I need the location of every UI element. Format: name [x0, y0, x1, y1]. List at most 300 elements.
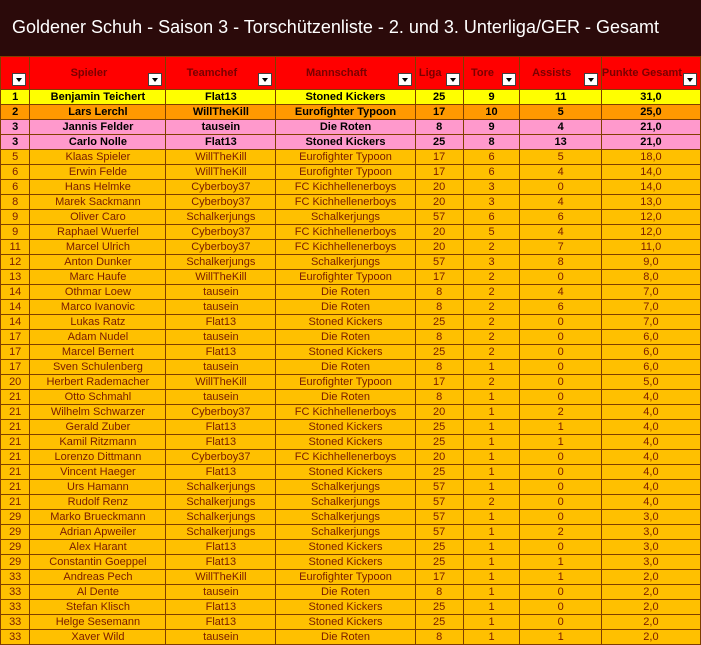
team-cell[interactable]: Stoned Kickers	[276, 315, 415, 330]
goals-cell[interactable]: 1	[463, 600, 520, 615]
liga-cell[interactable]: 20	[415, 450, 463, 465]
rank-cell[interactable]: 33	[1, 570, 30, 585]
assists-cell[interactable]: 2	[520, 525, 601, 540]
player-cell[interactable]: Marcel Bernert	[30, 345, 166, 360]
team-cell[interactable]: Die Roten	[276, 285, 415, 300]
teamchef-cell[interactable]: Flat13	[166, 600, 276, 615]
assists-cell[interactable]: 5	[520, 105, 601, 120]
goals-cell[interactable]: 1	[463, 465, 520, 480]
assists-cell[interactable]: 0	[520, 450, 601, 465]
rank-cell[interactable]: 5	[1, 150, 30, 165]
team-cell[interactable]: FC Kichhellenerboys	[276, 450, 415, 465]
assists-cell[interactable]: 0	[520, 495, 601, 510]
goals-cell[interactable]: 2	[463, 345, 520, 360]
team-cell[interactable]: Stoned Kickers	[276, 555, 415, 570]
rank-cell[interactable]: 21	[1, 495, 30, 510]
points-cell[interactable]: 6,0	[601, 360, 700, 375]
liga-cell[interactable]: 17	[415, 270, 463, 285]
goals-cell[interactable]: 1	[463, 510, 520, 525]
assists-cell[interactable]: 8	[520, 255, 601, 270]
assists-cell[interactable]: 0	[520, 345, 601, 360]
team-cell[interactable]: Eurofighter Typoon	[276, 375, 415, 390]
rank-cell[interactable]: 9	[1, 225, 30, 240]
liga-cell[interactable]: 57	[415, 510, 463, 525]
points-cell[interactable]: 8,0	[601, 270, 700, 285]
teamchef-cell[interactable]: Schalkerjungs	[166, 495, 276, 510]
dropdown-arrow-icon[interactable]	[502, 73, 516, 86]
points-cell[interactable]: 4,0	[601, 435, 700, 450]
points-cell[interactable]: 3,0	[601, 510, 700, 525]
teamchef-cell[interactable]: tausein	[166, 585, 276, 600]
player-cell[interactable]: Alex Harant	[30, 540, 166, 555]
teamchef-cell[interactable]: Flat13	[166, 555, 276, 570]
teamchef-cell[interactable]: Flat13	[166, 345, 276, 360]
goals-cell[interactable]: 1	[463, 360, 520, 375]
teamchef-cell[interactable]: WillTheKill	[166, 105, 276, 120]
assists-cell[interactable]: 5	[520, 150, 601, 165]
dropdown-arrow-icon[interactable]	[12, 73, 26, 86]
teamchef-cell[interactable]: Flat13	[166, 435, 276, 450]
points-cell[interactable]: 2,0	[601, 570, 700, 585]
assists-cell[interactable]: 0	[520, 615, 601, 630]
goals-cell[interactable]: 2	[463, 300, 520, 315]
player-cell[interactable]: Jannis Felder	[30, 120, 166, 135]
points-cell[interactable]: 6,0	[601, 330, 700, 345]
assists-cell[interactable]: 7	[520, 240, 601, 255]
assists-cell[interactable]: 0	[520, 330, 601, 345]
rank-cell[interactable]: 33	[1, 630, 30, 645]
teamchef-cell[interactable]: Flat13	[166, 540, 276, 555]
teamchef-cell[interactable]: Schalkerjungs	[166, 480, 276, 495]
team-cell[interactable]: Stoned Kickers	[276, 600, 415, 615]
dropdown-arrow-icon[interactable]	[148, 73, 162, 86]
teamchef-cell[interactable]: WillTheKill	[166, 270, 276, 285]
goals-cell[interactable]: 6	[463, 210, 520, 225]
teamchef-cell[interactable]: Schalkerjungs	[166, 210, 276, 225]
rank-cell[interactable]: 17	[1, 330, 30, 345]
rank-cell[interactable]: 1	[1, 90, 30, 105]
liga-cell[interactable]: 25	[415, 345, 463, 360]
liga-cell[interactable]: 57	[415, 210, 463, 225]
points-cell[interactable]: 4,0	[601, 480, 700, 495]
player-cell[interactable]: Helge Sesemann	[30, 615, 166, 630]
dropdown-arrow-icon[interactable]	[683, 73, 697, 86]
points-cell[interactable]: 14,0	[601, 180, 700, 195]
goals-cell[interactable]: 2	[463, 315, 520, 330]
team-cell[interactable]: Die Roten	[276, 120, 415, 135]
points-cell[interactable]: 9,0	[601, 255, 700, 270]
goals-cell[interactable]: 10	[463, 105, 520, 120]
rank-cell[interactable]: 14	[1, 315, 30, 330]
liga-cell[interactable]: 25	[415, 600, 463, 615]
team-cell[interactable]: Eurofighter Typoon	[276, 270, 415, 285]
points-cell[interactable]: 4,0	[601, 420, 700, 435]
points-cell[interactable]: 12,0	[601, 225, 700, 240]
teamchef-cell[interactable]: Flat13	[166, 90, 276, 105]
team-cell[interactable]: Schalkerjungs	[276, 480, 415, 495]
points-cell[interactable]: 3,0	[601, 555, 700, 570]
liga-cell[interactable]: 17	[415, 150, 463, 165]
assists-cell[interactable]: 0	[520, 180, 601, 195]
assists-cell[interactable]: 1	[520, 570, 601, 585]
goals-cell[interactable]: 2	[463, 240, 520, 255]
goals-cell[interactable]: 2	[463, 495, 520, 510]
player-cell[interactable]: Rudolf Renz	[30, 495, 166, 510]
liga-cell[interactable]: 8	[415, 390, 463, 405]
goals-cell[interactable]: 1	[463, 450, 520, 465]
teamchef-cell[interactable]: WillTheKill	[166, 375, 276, 390]
points-cell[interactable]: 7,0	[601, 315, 700, 330]
team-cell[interactable]: FC Kichhellenerboys	[276, 180, 415, 195]
teamchef-cell[interactable]: tausein	[166, 330, 276, 345]
player-cell[interactable]: Oliver Caro	[30, 210, 166, 225]
col-header-punkte[interactable]: Punkte Gesamt	[601, 57, 700, 90]
player-cell[interactable]: Stefan Klisch	[30, 600, 166, 615]
points-cell[interactable]: 4,0	[601, 495, 700, 510]
rank-cell[interactable]: 14	[1, 300, 30, 315]
player-cell[interactable]: Wilhelm Schwarzer	[30, 405, 166, 420]
goals-cell[interactable]: 1	[463, 390, 520, 405]
points-cell[interactable]: 14,0	[601, 165, 700, 180]
rank-cell[interactable]: 29	[1, 555, 30, 570]
points-cell[interactable]: 4,0	[601, 405, 700, 420]
points-cell[interactable]: 6,0	[601, 345, 700, 360]
assists-cell[interactable]: 1	[520, 420, 601, 435]
points-cell[interactable]: 12,0	[601, 210, 700, 225]
rank-cell[interactable]: 21	[1, 450, 30, 465]
player-cell[interactable]: Marcel Ulrich	[30, 240, 166, 255]
team-cell[interactable]: Die Roten	[276, 390, 415, 405]
points-cell[interactable]: 25,0	[601, 105, 700, 120]
team-cell[interactable]: Stoned Kickers	[276, 420, 415, 435]
points-cell[interactable]: 4,0	[601, 465, 700, 480]
goals-cell[interactable]: 2	[463, 330, 520, 345]
rank-cell[interactable]: 29	[1, 540, 30, 555]
assists-cell[interactable]: 11	[520, 90, 601, 105]
assists-cell[interactable]: 4	[520, 285, 601, 300]
goals-cell[interactable]: 1	[463, 585, 520, 600]
liga-cell[interactable]: 8	[415, 120, 463, 135]
team-cell[interactable]: Die Roten	[276, 585, 415, 600]
assists-cell[interactable]: 13	[520, 135, 601, 150]
goals-cell[interactable]: 3	[463, 255, 520, 270]
team-cell[interactable]: Schalkerjungs	[276, 495, 415, 510]
rank-cell[interactable]: 33	[1, 585, 30, 600]
liga-cell[interactable]: 57	[415, 255, 463, 270]
liga-cell[interactable]: 57	[415, 525, 463, 540]
goals-cell[interactable]: 2	[463, 375, 520, 390]
assists-cell[interactable]: 0	[520, 510, 601, 525]
liga-cell[interactable]: 8	[415, 360, 463, 375]
col-header-teamchef[interactable]: Teamchef	[166, 57, 276, 90]
goals-cell[interactable]: 2	[463, 285, 520, 300]
team-cell[interactable]: Eurofighter Typoon	[276, 105, 415, 120]
team-cell[interactable]: Stoned Kickers	[276, 615, 415, 630]
points-cell[interactable]: 21,0	[601, 135, 700, 150]
liga-cell[interactable]: 20	[415, 405, 463, 420]
player-cell[interactable]: Marco Ivanovic	[30, 300, 166, 315]
goals-cell[interactable]: 8	[463, 135, 520, 150]
liga-cell[interactable]: 8	[415, 585, 463, 600]
liga-cell[interactable]: 8	[415, 300, 463, 315]
teamchef-cell[interactable]: Cyberboy37	[166, 195, 276, 210]
assists-cell[interactable]: 6	[520, 300, 601, 315]
liga-cell[interactable]: 25	[415, 435, 463, 450]
rank-cell[interactable]: 13	[1, 270, 30, 285]
rank-cell[interactable]: 33	[1, 600, 30, 615]
player-cell[interactable]: Constantin Goeppel	[30, 555, 166, 570]
team-cell[interactable]: Stoned Kickers	[276, 435, 415, 450]
teamchef-cell[interactable]: Flat13	[166, 420, 276, 435]
col-header-spieler[interactable]: Spieler	[30, 57, 166, 90]
rank-cell[interactable]: 29	[1, 510, 30, 525]
goals-cell[interactable]: 1	[463, 420, 520, 435]
goals-cell[interactable]: 1	[463, 570, 520, 585]
goals-cell[interactable]: 6	[463, 150, 520, 165]
player-cell[interactable]: Benjamin Teichert	[30, 90, 166, 105]
col-header-liga[interactable]: Liga	[415, 57, 463, 90]
goals-cell[interactable]: 1	[463, 525, 520, 540]
liga-cell[interactable]: 17	[415, 165, 463, 180]
points-cell[interactable]: 2,0	[601, 630, 700, 645]
assists-cell[interactable]: 0	[520, 360, 601, 375]
liga-cell[interactable]: 25	[415, 555, 463, 570]
rank-cell[interactable]: 6	[1, 165, 30, 180]
points-cell[interactable]: 4,0	[601, 450, 700, 465]
goals-cell[interactable]: 1	[463, 615, 520, 630]
points-cell[interactable]: 21,0	[601, 120, 700, 135]
points-cell[interactable]: 2,0	[601, 585, 700, 600]
team-cell[interactable]: Eurofighter Typoon	[276, 165, 415, 180]
goals-cell[interactable]: 1	[463, 555, 520, 570]
liga-cell[interactable]: 20	[415, 225, 463, 240]
team-cell[interactable]: Stoned Kickers	[276, 345, 415, 360]
teamchef-cell[interactable]: Cyberboy37	[166, 450, 276, 465]
rank-cell[interactable]: 21	[1, 390, 30, 405]
rank-cell[interactable]: 14	[1, 285, 30, 300]
player-cell[interactable]: Klaas Spieler	[30, 150, 166, 165]
teamchef-cell[interactable]: tausein	[166, 120, 276, 135]
player-cell[interactable]: Otto Schmahl	[30, 390, 166, 405]
team-cell[interactable]: Stoned Kickers	[276, 540, 415, 555]
assists-cell[interactable]: 2	[520, 405, 601, 420]
player-cell[interactable]: Carlo Nolle	[30, 135, 166, 150]
assists-cell[interactable]: 1	[520, 630, 601, 645]
team-cell[interactable]: FC Kichhellenerboys	[276, 225, 415, 240]
dropdown-arrow-icon[interactable]	[258, 73, 272, 86]
goals-cell[interactable]: 2	[463, 270, 520, 285]
teamchef-cell[interactable]: WillTheKill	[166, 570, 276, 585]
player-cell[interactable]: Raphael Wuerfel	[30, 225, 166, 240]
player-cell[interactable]: Marc Haufe	[30, 270, 166, 285]
liga-cell[interactable]: 25	[415, 135, 463, 150]
liga-cell[interactable]: 8	[415, 330, 463, 345]
assists-cell[interactable]: 0	[520, 480, 601, 495]
teamchef-cell[interactable]: Flat13	[166, 135, 276, 150]
assists-cell[interactable]: 6	[520, 210, 601, 225]
points-cell[interactable]: 11,0	[601, 240, 700, 255]
points-cell[interactable]: 7,0	[601, 285, 700, 300]
team-cell[interactable]: Schalkerjungs	[276, 510, 415, 525]
player-cell[interactable]: Lukas Ratz	[30, 315, 166, 330]
goals-cell[interactable]: 9	[463, 90, 520, 105]
assists-cell[interactable]: 0	[520, 375, 601, 390]
team-cell[interactable]: Die Roten	[276, 330, 415, 345]
teamchef-cell[interactable]: Cyberboy37	[166, 225, 276, 240]
player-cell[interactable]: Herbert Rademacher	[30, 375, 166, 390]
rank-cell[interactable]: 17	[1, 360, 30, 375]
assists-cell[interactable]: 0	[520, 585, 601, 600]
liga-cell[interactable]: 20	[415, 195, 463, 210]
team-cell[interactable]: Stoned Kickers	[276, 135, 415, 150]
rank-cell[interactable]: 12	[1, 255, 30, 270]
teamchef-cell[interactable]: Flat13	[166, 315, 276, 330]
teamchef-cell[interactable]: tausein	[166, 360, 276, 375]
assists-cell[interactable]: 0	[520, 390, 601, 405]
dropdown-arrow-icon[interactable]	[584, 73, 598, 86]
goals-cell[interactable]: 1	[463, 480, 520, 495]
player-cell[interactable]: Kamil Ritzmann	[30, 435, 166, 450]
rank-cell[interactable]: 8	[1, 195, 30, 210]
rank-cell[interactable]: 3	[1, 120, 30, 135]
player-cell[interactable]: Urs Hamann	[30, 480, 166, 495]
liga-cell[interactable]: 57	[415, 480, 463, 495]
liga-cell[interactable]: 25	[415, 90, 463, 105]
assists-cell[interactable]: 4	[520, 165, 601, 180]
dropdown-arrow-icon[interactable]	[446, 73, 460, 86]
assists-cell[interactable]: 4	[520, 120, 601, 135]
points-cell[interactable]: 4,0	[601, 390, 700, 405]
team-cell[interactable]: Die Roten	[276, 300, 415, 315]
team-cell[interactable]: Stoned Kickers	[276, 90, 415, 105]
assists-cell[interactable]: 1	[520, 435, 601, 450]
team-cell[interactable]: Die Roten	[276, 630, 415, 645]
liga-cell[interactable]: 17	[415, 375, 463, 390]
points-cell[interactable]: 3,0	[601, 525, 700, 540]
player-cell[interactable]: Xaver Wild	[30, 630, 166, 645]
assists-cell[interactable]: 4	[520, 225, 601, 240]
liga-cell[interactable]: 25	[415, 615, 463, 630]
team-cell[interactable]: Schalkerjungs	[276, 255, 415, 270]
assists-cell[interactable]: 4	[520, 195, 601, 210]
liga-cell[interactable]: 8	[415, 285, 463, 300]
goals-cell[interactable]: 6	[463, 165, 520, 180]
liga-cell[interactable]: 17	[415, 570, 463, 585]
col-header-tore[interactable]: Tore	[463, 57, 520, 90]
teamchef-cell[interactable]: WillTheKill	[166, 150, 276, 165]
teamchef-cell[interactable]: Flat13	[166, 615, 276, 630]
player-cell[interactable]: Adrian Apweiler	[30, 525, 166, 540]
assists-cell[interactable]: 0	[520, 465, 601, 480]
teamchef-cell[interactable]: Schalkerjungs	[166, 525, 276, 540]
team-cell[interactable]: Eurofighter Typoon	[276, 150, 415, 165]
rank-cell[interactable]: 21	[1, 420, 30, 435]
points-cell[interactable]: 7,0	[601, 300, 700, 315]
teamchef-cell[interactable]: Flat13	[166, 465, 276, 480]
goals-cell[interactable]: 1	[463, 405, 520, 420]
liga-cell[interactable]: 17	[415, 105, 463, 120]
points-cell[interactable]: 13,0	[601, 195, 700, 210]
rank-cell[interactable]: 21	[1, 405, 30, 420]
assists-cell[interactable]: 0	[520, 600, 601, 615]
rank-cell[interactable]: 21	[1, 465, 30, 480]
player-cell[interactable]: Erwin Felde	[30, 165, 166, 180]
player-cell[interactable]: Al Dente	[30, 585, 166, 600]
liga-cell[interactable]: 20	[415, 240, 463, 255]
col-header-rank[interactable]	[1, 57, 30, 90]
rank-cell[interactable]: 2	[1, 105, 30, 120]
teamchef-cell[interactable]: Cyberboy37	[166, 405, 276, 420]
teamchef-cell[interactable]: Schalkerjungs	[166, 255, 276, 270]
player-cell[interactable]: Sven Schulenberg	[30, 360, 166, 375]
points-cell[interactable]: 3,0	[601, 540, 700, 555]
team-cell[interactable]: Schalkerjungs	[276, 525, 415, 540]
points-cell[interactable]: 18,0	[601, 150, 700, 165]
assists-cell[interactable]: 0	[520, 270, 601, 285]
assists-cell[interactable]: 0	[520, 540, 601, 555]
goals-cell[interactable]: 1	[463, 435, 520, 450]
points-cell[interactable]: 2,0	[601, 600, 700, 615]
teamchef-cell[interactable]: Cyberboy37	[166, 180, 276, 195]
liga-cell[interactable]: 25	[415, 465, 463, 480]
goals-cell[interactable]: 1	[463, 540, 520, 555]
player-cell[interactable]: Gerald Zuber	[30, 420, 166, 435]
rank-cell[interactable]: 17	[1, 345, 30, 360]
player-cell[interactable]: Lorenzo Dittmann	[30, 450, 166, 465]
team-cell[interactable]: Eurofighter Typoon	[276, 570, 415, 585]
teamchef-cell[interactable]: Cyberboy37	[166, 240, 276, 255]
rank-cell[interactable]: 9	[1, 210, 30, 225]
goals-cell[interactable]: 5	[463, 225, 520, 240]
teamchef-cell[interactable]: WillTheKill	[166, 165, 276, 180]
player-cell[interactable]: Hans Helmke	[30, 180, 166, 195]
rank-cell[interactable]: 21	[1, 480, 30, 495]
player-cell[interactable]: Vincent Haeger	[30, 465, 166, 480]
rank-cell[interactable]: 11	[1, 240, 30, 255]
col-header-assists[interactable]: Assists	[520, 57, 601, 90]
rank-cell[interactable]: 29	[1, 525, 30, 540]
liga-cell[interactable]: 8	[415, 630, 463, 645]
team-cell[interactable]: Stoned Kickers	[276, 465, 415, 480]
goals-cell[interactable]: 3	[463, 195, 520, 210]
dropdown-arrow-icon[interactable]	[398, 73, 412, 86]
liga-cell[interactable]: 25	[415, 315, 463, 330]
teamchef-cell[interactable]: Schalkerjungs	[166, 510, 276, 525]
teamchef-cell[interactable]: tausein	[166, 285, 276, 300]
goals-cell[interactable]: 1	[463, 630, 520, 645]
rank-cell[interactable]: 20	[1, 375, 30, 390]
player-cell[interactable]: Lars Lerchl	[30, 105, 166, 120]
rank-cell[interactable]: 6	[1, 180, 30, 195]
player-cell[interactable]: Adam Nudel	[30, 330, 166, 345]
points-cell[interactable]: 5,0	[601, 375, 700, 390]
goals-cell[interactable]: 3	[463, 180, 520, 195]
liga-cell[interactable]: 25	[415, 420, 463, 435]
player-cell[interactable]: Anton Dunker	[30, 255, 166, 270]
player-cell[interactable]: Marko Brueckmann	[30, 510, 166, 525]
teamchef-cell[interactable]: tausein	[166, 630, 276, 645]
goals-cell[interactable]: 9	[463, 120, 520, 135]
col-header-mannschaft[interactable]: Mannschaft	[276, 57, 415, 90]
liga-cell[interactable]: 25	[415, 540, 463, 555]
teamchef-cell[interactable]: tausein	[166, 390, 276, 405]
team-cell[interactable]: FC Kichhellenerboys	[276, 240, 415, 255]
liga-cell[interactable]: 20	[415, 180, 463, 195]
player-cell[interactable]: Andreas Pech	[30, 570, 166, 585]
assists-cell[interactable]: 1	[520, 555, 601, 570]
rank-cell[interactable]: 33	[1, 615, 30, 630]
assists-cell[interactable]: 0	[520, 315, 601, 330]
